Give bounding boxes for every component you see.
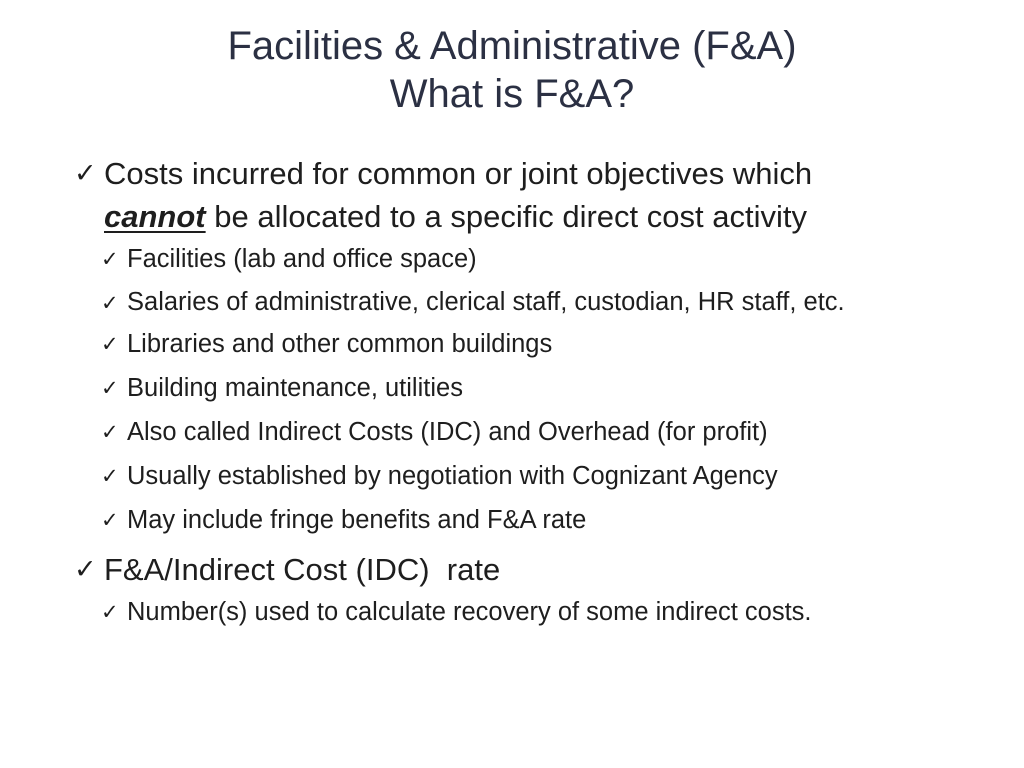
checkmark-icon: ✓ bbox=[101, 332, 119, 356]
checkmark-icon: ✓ bbox=[101, 376, 119, 400]
bullet-text: F&A/Indirect Cost (IDC) rate bbox=[104, 552, 501, 587]
subpoint-item bbox=[101, 369, 974, 408]
subpoint-item bbox=[101, 457, 974, 496]
title-line-2: What is F&A? bbox=[389, 72, 635, 116]
checkmark-icon: ✓ bbox=[101, 247, 119, 271]
bullet-point-costs bbox=[74, 152, 974, 238]
subpoint-item bbox=[101, 501, 974, 540]
slide-body bbox=[74, 152, 974, 637]
subpoint-text: Also called Indirect Costs (IDC) and Overhead (for profit) bbox=[127, 418, 768, 446]
subpoint-text: Libraries and other common buildings bbox=[127, 330, 553, 358]
subpoint-item bbox=[101, 240, 974, 279]
bullet-text-continued: be allocated to a specific direct cost activity bbox=[205, 199, 807, 234]
title-line-1: Facilities & Administrative (F&A) bbox=[227, 24, 797, 68]
subpoint-item bbox=[101, 325, 974, 364]
subpoint-text: May include fringe benefits and F&A rate bbox=[127, 506, 587, 534]
checkmark-icon: ✓ bbox=[101, 508, 119, 532]
subpoint-text: Salaries of administrative, clerical staff, custodian, HR staff, etc. bbox=[127, 288, 845, 316]
subpoint-item bbox=[101, 413, 974, 452]
checkmark-icon: ✓ bbox=[101, 600, 119, 624]
subpoint-text: Usually established by negotiation with Cognizant Agency bbox=[127, 462, 778, 490]
subpoint-list-idc-rate bbox=[101, 593, 974, 632]
emphasis-text: cannot bbox=[104, 199, 206, 234]
subpoint-item bbox=[101, 284, 974, 320]
subpoint-item bbox=[101, 593, 974, 632]
checkmark-icon: ✓ bbox=[101, 464, 119, 488]
bullet-text: Costs incurred for common or joint objectives which bbox=[104, 156, 813, 191]
slide-title bbox=[0, 22, 1024, 118]
bullet-point-idc-rate bbox=[74, 548, 974, 591]
subpoint-list-costs bbox=[101, 240, 974, 540]
checkmark-icon: ✓ bbox=[101, 291, 119, 315]
checkmark-icon: ✓ bbox=[74, 158, 97, 189]
subpoint-text: Building maintenance, utilities bbox=[127, 374, 463, 402]
checkmark-icon: ✓ bbox=[74, 554, 97, 585]
subpoint-text: Facilities (lab and office space) bbox=[127, 245, 477, 273]
subpoint-text: Number(s) used to calculate recovery of some indirect costs. bbox=[127, 598, 812, 626]
checkmark-icon: ✓ bbox=[101, 420, 119, 444]
